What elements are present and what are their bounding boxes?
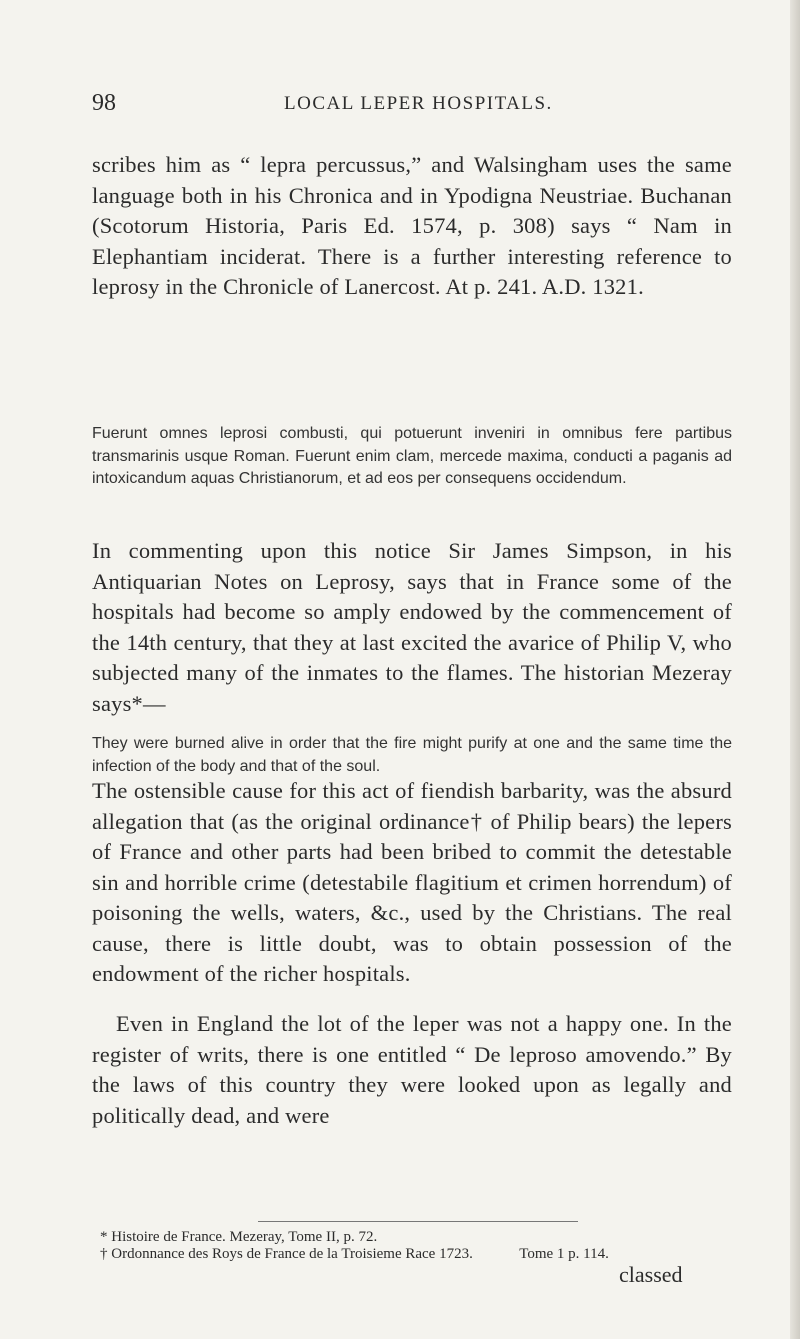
body-paragraph: scribes him as “ lepra percussus,” and Walsingham uses the same language both in his Chronica and in Ypodigna Neustriae. Buchanan (Scotorum Historia, Paris Ed. 1574, p. 308) says “ Nam in Elephantiam inciderat. There is a further interesting reference to leprosy in the Chronicle of Lanercost. At p. 241. A.D. 1321. [92,152,732,299]
block-quote-latin: Fuerunt omnes leprosi combusti, qui potuerunt inveniri in omnibus fere partibus transmarinis usque Roman. Fuerunt enim clam, mercede maxima, conducti a paganis ad intoxicandum aquas Christianorum, et ad eos per consequens occidendum. [92,425,732,487]
page-number: 98 [92,90,116,116]
footnote-text: † Ordonnance des Roys de France de la Troisieme Race 1723. [100,1246,473,1262]
body-paragraph: In commenting upon this notice Sir James Simpson, in his Antiquarian Notes on Leprosy, says that in France some of the hospitals had become so amply endowed by the commencement of the 14th century, that they at last excited the avarice of Philip V, who subjected many of the inmates to the flames. The historian Mezeray says*— [92,538,732,716]
footnote-reference: Tome 1 p. 114. [519,1246,609,1262]
page-header [92,90,732,130]
block-quote-mezeray: They were burned alive in order that the fire might purify at one and the same time the infection of the body and that of the soul. [92,735,732,775]
footnote [100,1229,740,1246]
footnote-divider [258,1221,578,1222]
footnote-text: * Histoire de France. Mezeray, Tome II, p. 72. [100,1229,378,1245]
footnote [100,1246,740,1263]
footnotes [100,1229,740,1263]
body-paragraph: Even in England the lot of the leper was not a happy one. In the register of writs, there is one entitled “ De leproso amovendo.” By the laws of this country they were looked upon as legally and politically dead, and were [92,1011,732,1128]
running-head: LOCAL LEPER HOSPITALS. [284,93,553,114]
body-paragraph: The ostensible cause for this act of fiendish barbarity, was the absurd allegation that (as the original ordinance† of Philip bears) the lepers of France and other parts had been bribed to commit the detestable sin and horrible crime (detestabile flagitium et crimen horrendum) of poisoning the wells, waters, &c., used by the Christians. The real cause, there is little doubt, was to obtain possession of the endowment of the richer hospitals. [92,778,732,986]
catchword: classed [619,1262,683,1287]
page-edge [790,0,800,1339]
